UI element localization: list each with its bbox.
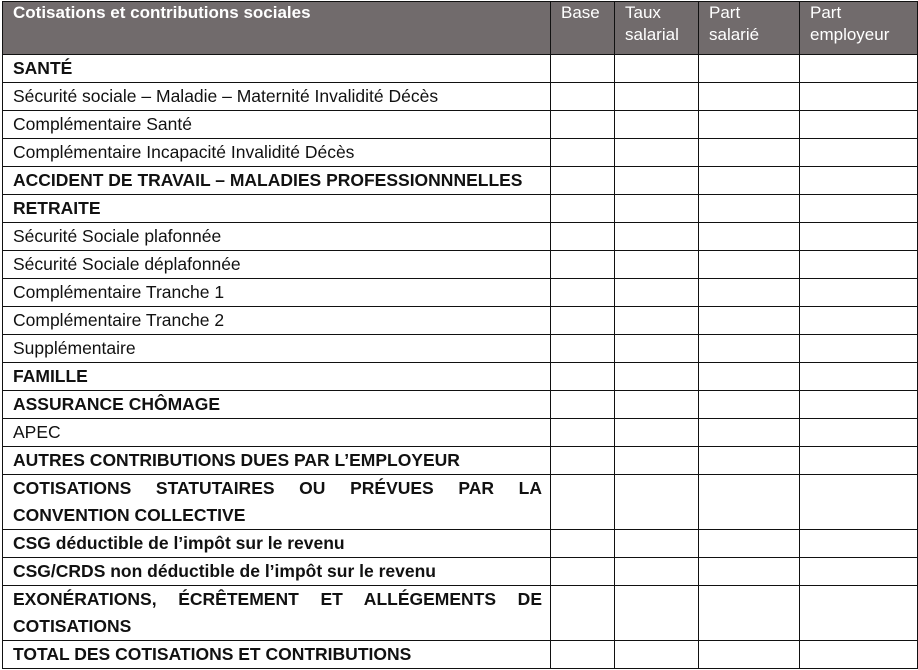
taux-salarial-cell[interactable] [615,195,699,223]
base-cell[interactable] [551,447,615,475]
table-row [3,223,918,251]
base-cell[interactable] [551,55,615,83]
cotisations-table [2,1,918,669]
row-label: RETRAITE [3,195,551,223]
base-cell[interactable] [551,558,615,586]
row-label: Sécurité sociale – Maladie – Maternité Invalidité Décès [3,83,551,111]
row-label: ACCIDENT DE TRAVAIL – MALADIES PROFESSIONNNELLES [3,167,551,195]
part-employeur-cell[interactable] [800,586,918,641]
base-cell[interactable] [551,419,615,447]
part-salarie-cell[interactable] [699,335,800,363]
base-cell[interactable] [551,139,615,167]
row-label: FAMILLE [3,363,551,391]
taux-salarial-cell[interactable] [615,223,699,251]
part-employeur-cell[interactable] [800,307,918,335]
base-cell[interactable] [551,335,615,363]
header-base: Base [551,2,615,55]
part-employeur-cell[interactable] [800,530,918,558]
table-row [3,279,918,307]
part-employeur-cell[interactable] [800,55,918,83]
table-header [3,2,918,55]
base-cell[interactable] [551,251,615,279]
part-employeur-cell[interactable] [800,139,918,167]
table-row [3,139,918,167]
row-label: Complémentaire Incapacité Invalidité Décès [3,139,551,167]
taux-salarial-cell[interactable] [615,335,699,363]
taux-salarial-cell[interactable] [615,279,699,307]
base-cell[interactable] [551,279,615,307]
header-cotisations: Cotisations et contributions sociales [3,2,551,55]
row-label: AUTRES CONTRIBUTIONS DUES PAR L’EMPLOYEUR [3,447,551,475]
part-salarie-cell[interactable] [699,530,800,558]
row-label: EXONÉRATIONS, ÉCRÊTEMENT ET ALLÉGEMENTS DE COTISATIONS [3,586,551,641]
taux-salarial-cell[interactable] [615,419,699,447]
part-employeur-cell[interactable] [800,475,918,530]
part-salarie-cell[interactable] [699,195,800,223]
table-row [3,558,918,586]
part-employeur-cell[interactable] [800,83,918,111]
part-salarie-cell[interactable] [699,251,800,279]
part-salarie-cell[interactable] [699,167,800,195]
row-label: Sécurité Sociale plafonnée [3,223,551,251]
table-row [3,83,918,111]
part-employeur-cell[interactable] [800,279,918,307]
part-salarie-cell[interactable] [699,391,800,419]
table-row [3,307,918,335]
table-row [3,363,918,391]
part-salarie-cell[interactable] [699,83,800,111]
part-salarie-cell[interactable] [699,279,800,307]
table-row [3,195,918,223]
table-row [3,251,918,279]
part-employeur-cell[interactable] [800,558,918,586]
part-employeur-cell[interactable] [800,195,918,223]
row-label: Complémentaire Tranche 1 [3,279,551,307]
base-cell[interactable] [551,475,615,530]
row-label: CSG/CRDS non déductible de l’impôt sur le revenu [3,558,551,586]
header-taux-salarial: Taux salarial [615,2,699,55]
taux-salarial-cell[interactable] [615,111,699,139]
part-employeur-cell[interactable] [800,111,918,139]
part-employeur-cell[interactable] [800,167,918,195]
part-salarie-cell[interactable] [699,139,800,167]
table-body [3,55,918,669]
taux-salarial-cell[interactable] [615,55,699,83]
taux-salarial-cell[interactable] [615,391,699,419]
taux-salarial-cell[interactable] [615,251,699,279]
part-employeur-cell[interactable] [800,447,918,475]
row-label: APEC [3,419,551,447]
row-label: Sécurité Sociale déplafonnée [3,251,551,279]
taux-salarial-cell[interactable] [615,586,699,641]
table-row [3,641,918,669]
table-row [3,111,918,139]
table-row [3,55,918,83]
header-part-salarie: Part salarié [699,2,800,55]
base-cell[interactable] [551,83,615,111]
row-label: Supplémentaire [3,335,551,363]
part-salarie-cell[interactable] [699,641,800,669]
taux-salarial-cell[interactable] [615,558,699,586]
row-label: Complémentaire Tranche 2 [3,307,551,335]
table-row [3,335,918,363]
row-label: ASSURANCE CHÔMAGE [3,391,551,419]
taux-salarial-cell[interactable] [615,475,699,530]
part-employeur-cell[interactable] [800,641,918,669]
row-label: SANTÉ [3,55,551,83]
part-salarie-cell[interactable] [699,363,800,391]
part-employeur-cell[interactable] [800,391,918,419]
table-row [3,167,918,195]
part-employeur-cell[interactable] [800,251,918,279]
row-label: COTISATIONS STATUTAIRES OU PRÉVUES PAR LA CONVENTION COLLECTIVE [3,475,551,530]
base-cell[interactable] [551,641,615,669]
base-cell[interactable] [551,111,615,139]
part-salarie-cell[interactable] [699,307,800,335]
table-row [3,475,918,530]
base-cell[interactable] [551,530,615,558]
part-salarie-cell[interactable] [699,586,800,641]
part-employeur-cell[interactable] [800,223,918,251]
taux-salarial-cell[interactable] [615,139,699,167]
table-row [3,419,918,447]
part-salarie-cell[interactable] [699,223,800,251]
part-employeur-cell[interactable] [800,363,918,391]
part-salarie-cell[interactable] [699,447,800,475]
row-label: TOTAL DES COTISATIONS ET CONTRIBUTIONS [3,641,551,669]
taux-salarial-cell[interactable] [615,83,699,111]
part-salarie-cell[interactable] [699,475,800,530]
table-row [3,391,918,419]
row-label: Complémentaire Santé [3,111,551,139]
base-cell[interactable] [551,195,615,223]
part-employeur-cell[interactable] [800,335,918,363]
part-salarie-cell[interactable] [699,111,800,139]
part-salarie-cell[interactable] [699,55,800,83]
part-employeur-cell[interactable] [800,419,918,447]
taux-salarial-cell[interactable] [615,363,699,391]
part-salarie-cell[interactable] [699,558,800,586]
table-row [3,530,918,558]
row-label: CSG déductible de l’impôt sur le revenu [3,530,551,558]
base-cell[interactable] [551,363,615,391]
part-salarie-cell[interactable] [699,419,800,447]
taux-salarial-cell[interactable] [615,530,699,558]
taux-salarial-cell[interactable] [615,167,699,195]
taux-salarial-cell[interactable] [615,447,699,475]
base-cell[interactable] [551,307,615,335]
base-cell[interactable] [551,167,615,195]
table-row [3,586,918,641]
taux-salarial-cell[interactable] [615,641,699,669]
base-cell[interactable] [551,223,615,251]
table-row [3,447,918,475]
header-part-employeur: Part employeur [800,2,918,55]
base-cell[interactable] [551,391,615,419]
base-cell[interactable] [551,586,615,641]
taux-salarial-cell[interactable] [615,307,699,335]
